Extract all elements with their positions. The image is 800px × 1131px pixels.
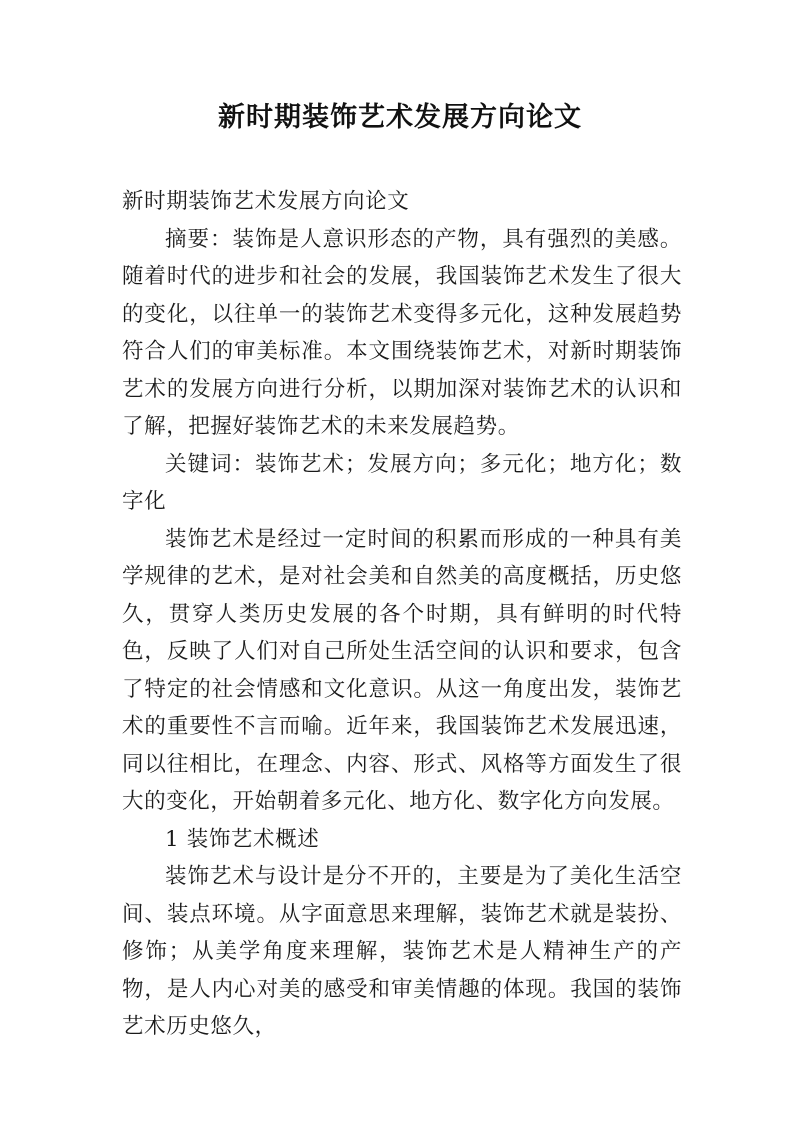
- document-title: 新时期装饰艺术发展方向论文: [218, 102, 582, 133]
- document-body: [122, 183, 682, 1046]
- abstract-paragraph: 摘要：装饰是人意识形态的产物，具有强烈的美感。随着时代的进步和社会的发展，我国装饰艺术发生了很大的变化，以往单一的装饰艺术变得多元化，这种发展趋势符合人们的审美标准。本文围绕装饰艺术，对新时期装饰艺术的发展方向进行分析，以期加深对装饰艺术的认识和了解，把握好装饰艺术的未来发展趋势。: [122, 226, 682, 439]
- document-subtitle: 新时期装饰艺术发展方向论文: [122, 189, 410, 214]
- body-paragraph-2: 装饰艺术与设计是分不开的，主要是为了美化生活空间、装点环境。从字面意思来理解，装饰艺术就是装扮、修饰；从美学角度来理解，装饰艺术是人精神生产的产物，是人内心对美的感受和审美情趣的体现。我国的装饰艺术历史悠久，: [122, 864, 682, 1039]
- body-paragraph-1: 装饰艺术是经过一定时间的积累而形成的一种具有美学规律的艺术，是对社会美和自然美的高度概括，历史悠久，贯穿人类历史发展的各个时期，具有鲜明的时代特色，反映了人们对自己所处生活空间的认识和要求，包含了特定的社会情感和文化意识。从这一角度出发，装饰艺术的重要性不言而喻。近年来，我国装饰艺术发展迅速，同以往相比，在理念、内容、形式、风格等方面发生了很大的变化，开始朝着多元化、地方化、数字化方向发展。: [122, 526, 682, 814]
- keywords-paragraph: 关键词：装饰艺术；发展方向；多元化；地方化；数字化: [122, 451, 682, 514]
- section-heading-1: 1 装饰艺术概述: [165, 826, 320, 852]
